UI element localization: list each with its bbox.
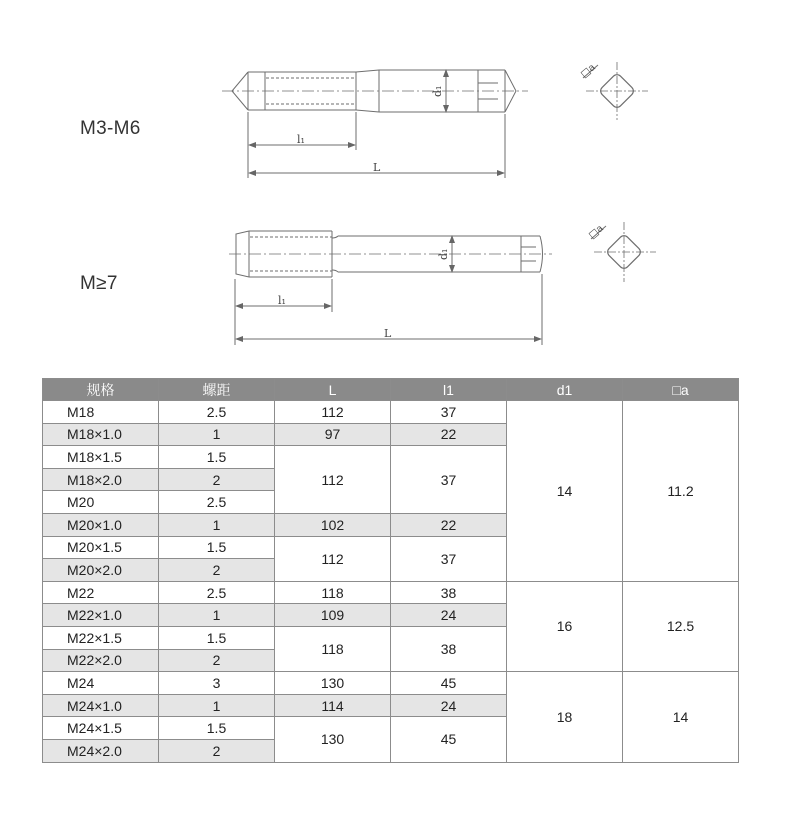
length-cell: 112 — [275, 446, 391, 514]
large-l1-label: l₁ — [278, 294, 286, 307]
square-cell: 11.2 — [623, 401, 739, 582]
l1-cell: 37 — [391, 536, 507, 581]
small-square-label: □a — [578, 61, 598, 81]
l1-cell: 45 — [391, 717, 507, 762]
length-cell: 130 — [275, 717, 391, 762]
l1-cell: 24 — [391, 694, 507, 717]
spec-cell: M20×1.5 — [43, 536, 159, 559]
spec-cell: M18×1.0 — [43, 423, 159, 446]
table-row — [43, 401, 739, 424]
pitch-cell: 1 — [159, 694, 275, 717]
large-d1-label: d₁ — [437, 248, 450, 260]
header-pitch: 螺距 — [159, 379, 275, 401]
table-row — [43, 581, 739, 604]
pitch-cell: 1 — [159, 604, 275, 627]
pitch-cell: 1.5 — [159, 446, 275, 469]
small-L-label: L — [373, 161, 381, 174]
pitch-cell: 2.5 — [159, 581, 275, 604]
spec-cell: M22×1.0 — [43, 604, 159, 627]
length-cell: 97 — [275, 423, 391, 446]
d1-cell: 14 — [507, 401, 623, 582]
header-L: L — [275, 379, 391, 401]
pitch-cell: 3 — [159, 672, 275, 695]
pitch-cell: 1.5 — [159, 536, 275, 559]
pitch-cell: 2.5 — [159, 401, 275, 424]
pitch-cell: 1.5 — [159, 626, 275, 649]
spec-cell: M18×1.5 — [43, 446, 159, 469]
l1-cell: 38 — [391, 581, 507, 604]
length-cell: 114 — [275, 694, 391, 717]
large-square-label: □a — [586, 222, 606, 242]
small-l1-label: l₁ — [297, 133, 305, 146]
table-header-row — [43, 379, 739, 401]
l1-cell: 37 — [391, 401, 507, 424]
l1-cell: 22 — [391, 513, 507, 536]
header-l1: l1 — [391, 379, 507, 401]
table-row — [43, 672, 739, 695]
pitch-cell: 1 — [159, 513, 275, 536]
spec-cell: M24 — [43, 672, 159, 695]
section-label-m7: M≥7 — [80, 273, 118, 294]
d1-cell: 18 — [507, 672, 623, 762]
spec-cell: M20 — [43, 491, 159, 514]
spec-cell: M24×1.5 — [43, 717, 159, 740]
header-spec: 规格 — [43, 379, 159, 401]
length-cell: 102 — [275, 513, 391, 536]
l1-cell: 22 — [391, 423, 507, 446]
spec-cell: M24×1.0 — [43, 694, 159, 717]
spec-cell: M18×2.0 — [43, 468, 159, 491]
pitch-cell: 2.5 — [159, 491, 275, 514]
square-cell: 14 — [623, 672, 739, 762]
spec-cell: M20×1.0 — [43, 513, 159, 536]
spec-cell: M24×2.0 — [43, 739, 159, 762]
spec-cell: M22×2.0 — [43, 649, 159, 672]
d1-cell: 16 — [507, 581, 623, 671]
length-cell: 118 — [275, 626, 391, 671]
length-cell: 130 — [275, 672, 391, 695]
pitch-cell: 2 — [159, 559, 275, 582]
pitch-cell: 1.5 — [159, 717, 275, 740]
pitch-cell: 2 — [159, 649, 275, 672]
spec-cell: M22×1.5 — [43, 626, 159, 649]
length-cell: 109 — [275, 604, 391, 627]
spec-table — [42, 378, 739, 763]
tap-drawings — [0, 0, 790, 370]
length-cell: 112 — [275, 401, 391, 424]
small-d1-label: d₁ — [431, 85, 444, 97]
l1-cell: 45 — [391, 672, 507, 695]
length-cell: 118 — [275, 581, 391, 604]
square-cell: 12.5 — [623, 581, 739, 671]
header-a: □a — [623, 379, 739, 401]
length-cell: 112 — [275, 536, 391, 581]
l1-cell: 38 — [391, 626, 507, 671]
pitch-cell: 2 — [159, 468, 275, 491]
spec-cell: M18 — [43, 401, 159, 424]
pitch-cell: 1 — [159, 423, 275, 446]
l1-cell: 24 — [391, 604, 507, 627]
header-d1: d1 — [507, 379, 623, 401]
section-label-m3-m6: M3-M6 — [80, 118, 141, 139]
spec-cell: M22 — [43, 581, 159, 604]
spec-cell: M20×2.0 — [43, 559, 159, 582]
large-L-label: L — [384, 327, 392, 340]
l1-cell: 37 — [391, 446, 507, 514]
pitch-cell: 2 — [159, 739, 275, 762]
